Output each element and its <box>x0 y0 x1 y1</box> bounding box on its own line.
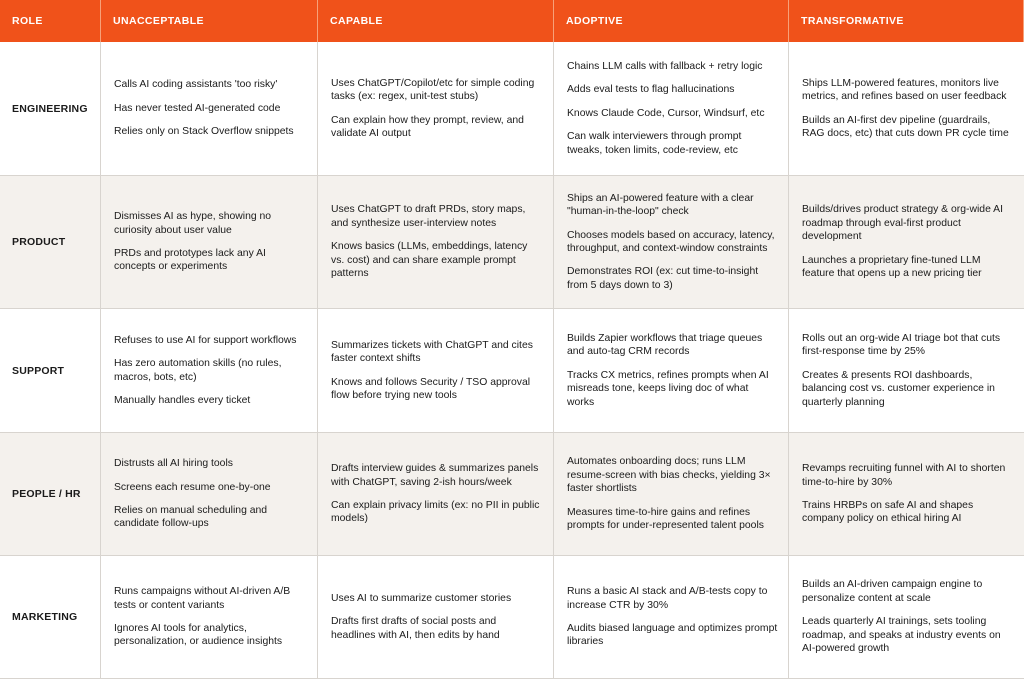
cell-item: Trains HRBPs on safe AI and shapes company policy on ethical hiring AI <box>802 500 974 525</box>
cell-item: Adds eval tests to flag hallucinations <box>567 84 735 96</box>
header-role: ROLE <box>0 0 101 42</box>
cell-item: Summarizes tickets with ChatGPT and cites faster context shifts <box>331 339 533 365</box>
role-cell: PRODUCT <box>0 176 101 309</box>
cell-item: Relies on manual scheduling and candidate follow-ups <box>114 505 268 530</box>
cell-item: Builds/drives product strategy & org-wide AI roadmap through eval-first product development <box>802 204 1003 243</box>
cell-item: Uses ChatGPT/Copilot/etc for simple coding tasks (ex: regex, unit-test stubs) <box>331 77 535 103</box>
table-cell <box>318 309 554 433</box>
cell-item: Knows Claude Code, Cursor, Windsurf, etc <box>567 107 765 119</box>
cell-item: Creates & presents ROI dashboards, balancing cost vs. customer experience in quarterly planning <box>802 369 995 408</box>
cell-item: Builds Zapier workflows that triage queues and auto-tag CRM records <box>567 332 763 358</box>
table-cell <box>554 309 789 433</box>
table-cell <box>101 309 318 433</box>
table-cell <box>789 42 1024 176</box>
cell-item: Has zero automation skills (no rules, macros, bots, etc) <box>114 358 282 383</box>
table-cell <box>318 433 554 556</box>
role-cell: SUPPORT <box>0 309 101 433</box>
cell-item: Dismisses AI as hype, showing no curiosity about user value <box>114 211 272 236</box>
cell-item: Launches a proprietary fine-tuned LLM feature that opens up a new pricing tier <box>802 254 982 280</box>
cell-item: Builds an AI-driven campaign engine to personalize content at scale <box>802 579 983 604</box>
cell-item: Drafts first drafts of social posts and headlines with AI, then edits by hand <box>331 616 500 641</box>
cell-item: Runs campaigns without AI-driven A/B tests or content variants <box>114 586 291 611</box>
table-cell <box>554 42 789 176</box>
table-cell <box>789 433 1024 556</box>
cell-item: Revamps recruiting funnel with AI to shorten time-to-hire by 30% <box>802 463 1006 488</box>
table-cell <box>318 176 554 309</box>
cell-item: Runs a basic AI stack and A/B-tests copy to increase CTR by 30% <box>567 586 768 611</box>
cell-item: Chooses models based on accuracy, latency, throughput, and context-window constraints <box>567 229 775 254</box>
table-cell <box>554 176 789 309</box>
role-cell: MARKETING <box>0 556 101 679</box>
cell-item: Distrusts all AI hiring tools <box>114 458 233 470</box>
cell-item: PRDs and prototypes lack any AI concepts or experiments <box>114 248 266 273</box>
role-cell: ENGINEERING <box>0 42 101 176</box>
cell-item: Ships an AI-powered feature with a clear "human-in-the-loop" check <box>567 192 754 218</box>
cell-item: Can explain privacy limits (ex: no PII in public models) <box>331 500 540 525</box>
cell-item: Tracks CX metrics, refines prompts when AI misreads tone, keeps living doc of what works <box>567 369 769 408</box>
table-cell <box>101 42 318 176</box>
cell-item: Ignores AI tools for analytics, personalization, or audience insights <box>114 623 283 648</box>
table-cell <box>554 433 789 556</box>
table-cell <box>789 176 1024 309</box>
cell-item: Demonstrates ROI (ex: cut time-to-insight from 5 days down to 3) <box>567 266 759 291</box>
role-cell: PEOPLE / HR <box>0 433 101 556</box>
table-cell <box>318 556 554 679</box>
cell-item: Ships LLM-powered features, monitors live metrics, and refines based on user feedback <box>802 77 1007 103</box>
cell-item: Drafts interview guides & summarizes panels with ChatGPT, saving 2-ish hours/week <box>331 463 539 488</box>
cell-item: Uses AI to summarize customer stories <box>331 592 512 604</box>
cell-item: Chains LLM calls with fallback + retry logic <box>567 60 763 72</box>
table-cell <box>318 42 554 176</box>
cell-item: Can walk interviewers through prompt tweaks, token limits, code-review, etc <box>567 131 742 156</box>
table-cell <box>101 176 318 309</box>
cell-item: Leads quarterly AI trainings, sets tooling roadmap, and speaks at industry events on AI-powered growth <box>802 616 1001 655</box>
table-cell <box>554 556 789 679</box>
cell-item: Refuses to use AI for support workflows <box>114 334 297 346</box>
cell-item: Relies only on Stack Overflow snippets <box>114 126 294 138</box>
cell-item: Calls AI coding assistants 'too risky' <box>114 79 278 91</box>
table-cell <box>789 556 1024 679</box>
cell-item: Measures time-to-hire gains and refines prompts for under-represented talent pools <box>567 506 764 532</box>
cell-item: Manually handles every ticket <box>114 394 251 406</box>
cell-item: Knows and follows Security / TSO approval flow before trying new tools <box>331 376 531 401</box>
table-cell <box>101 433 318 556</box>
header-unacceptable: UNACCEPTABLE <box>101 0 318 42</box>
header-adoptive: ADOPTIVE <box>554 0 789 42</box>
table-cell <box>101 556 318 679</box>
cell-item: Rolls out an org-wide AI triage bot that cuts first-response time by 25% <box>802 332 1001 358</box>
cell-item: Uses ChatGPT to draft PRDs, story maps, and synthesize user-interview notes <box>331 204 526 229</box>
cell-item: Automates onboarding docs; runs LLM resume-screen with bias checks, yielding 3× faster shortlists <box>567 456 771 495</box>
table-cell <box>789 309 1024 433</box>
cell-item: Builds an AI-first dev pipeline (guardrails, RAG docs, etc) that cuts down PR cycle time <box>802 114 1009 139</box>
cell-item: Audits biased language and optimizes prompt libraries <box>567 623 778 648</box>
cell-item: Screens each resume one-by-one <box>114 481 271 493</box>
header-capable: CAPABLE <box>318 0 554 42</box>
cell-item: Knows basics (LLMs, embeddings, latency vs. cost) and can share example prompt patterns <box>331 241 528 280</box>
header-transformative: TRANSFORMATIVE <box>789 0 1024 42</box>
cell-item: Has never tested AI-generated code <box>114 102 281 114</box>
cell-item: Can explain how they prompt, review, and validate AI output <box>331 114 524 139</box>
